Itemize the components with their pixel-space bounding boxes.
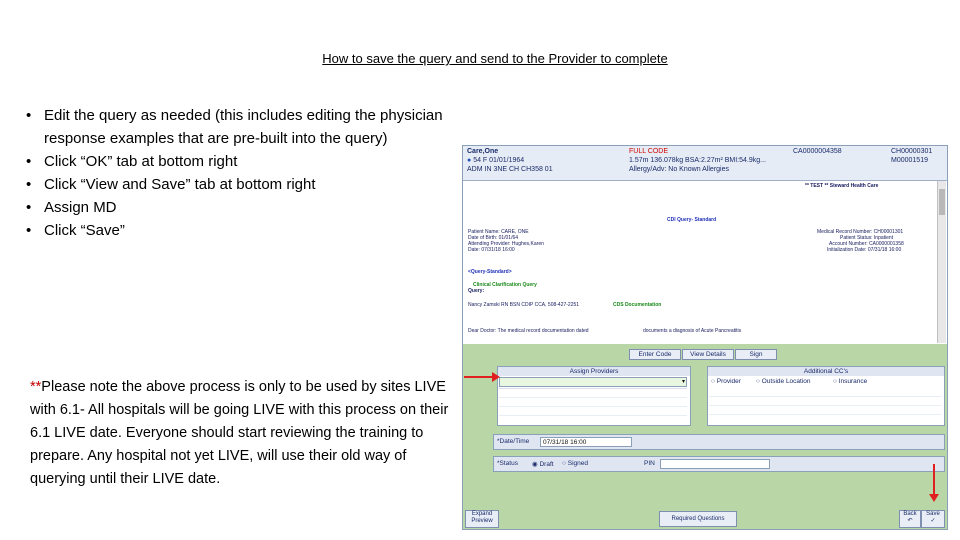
outside-location-label: Outside Location bbox=[761, 378, 811, 385]
arrow-down-icon bbox=[927, 462, 941, 504]
slide-title: How to save the query and send to the Provider to complete bbox=[322, 51, 668, 66]
signed-radio[interactable]: ○ Signed bbox=[562, 460, 588, 467]
bullet-item: • Edit the query as needed (this includes editing the physician response examples that are pre-built into the query) bbox=[26, 104, 496, 150]
patient-demographics bbox=[467, 157, 524, 164]
cc-list[interactable] bbox=[709, 388, 941, 423]
insurance-label: Insurance bbox=[838, 378, 868, 385]
chevron-down-icon[interactable]: ▾ bbox=[681, 379, 685, 385]
dob-line: Date of Birth: 01/01/64 bbox=[468, 235, 519, 241]
save-label: Save bbox=[926, 511, 940, 517]
note-body: Please note the above process is only to be used by sites LIVE with 6.1- All hospitals will be going LIVE with this process on their 6.1 LIVE date. Everyone should start reviewing the training to prepare. Any hospital not yet LIVE, will use their old way of querying until their LIVE date. bbox=[30, 379, 449, 487]
back-label: Back bbox=[903, 511, 917, 517]
assign-provider-input[interactable] bbox=[499, 377, 687, 387]
arrow-right-icon bbox=[462, 370, 502, 384]
required-questions-button[interactable]: Required Questions bbox=[659, 511, 737, 527]
status-row bbox=[493, 456, 945, 472]
vitals: 1.57m 136.078kg BSA:2.27m² BMI:54.9kg... bbox=[629, 157, 766, 164]
dear-tail: documents a diagnosis of Acute Pancreatitis bbox=[643, 328, 742, 334]
date-line: Date: 07/31/18 16:00 bbox=[468, 247, 515, 253]
signed-label: Signed bbox=[567, 460, 588, 467]
document-scrollbar[interactable] bbox=[937, 181, 946, 343]
account-line: Account Number: CA0000001358 bbox=[829, 241, 904, 247]
check-icon: ✓ bbox=[930, 518, 936, 524]
query-document bbox=[465, 181, 935, 343]
demographics-text: 54 F 01/01/1964 bbox=[473, 157, 525, 164]
back-icon: ↶ bbox=[907, 518, 913, 524]
facility-name: ** TEST ** Steward Health Care bbox=[805, 183, 879, 189]
patient-banner bbox=[463, 146, 947, 181]
bullet-item: • Click “OK” tab at bottom right bbox=[26, 150, 496, 173]
provider-list[interactable] bbox=[499, 388, 687, 424]
init-line: Initialization Date: 07/31/18 16:00 bbox=[827, 247, 902, 253]
unit-number: CH00000301 bbox=[891, 148, 933, 155]
back-button[interactable] bbox=[899, 510, 921, 528]
sign-button[interactable]: Sign bbox=[735, 349, 777, 360]
view-details-button[interactable]: View Details bbox=[682, 349, 734, 360]
patient-name: Care,One bbox=[467, 148, 499, 155]
datetime-input[interactable]: 07/31/18 16:00 bbox=[540, 437, 632, 447]
enter-code-button[interactable]: Enter Code bbox=[629, 349, 681, 360]
save-button[interactable] bbox=[921, 510, 945, 528]
provider-radio-label: Provider bbox=[716, 378, 741, 385]
query-controls bbox=[463, 344, 947, 529]
insurance-radio[interactable]: ○ Insurance bbox=[833, 378, 868, 385]
mrn-line: Medical Record Number: CH00001301 bbox=[817, 229, 904, 235]
pin-input[interactable] bbox=[660, 459, 770, 469]
query-label: Query: bbox=[468, 288, 485, 294]
expand-preview-button[interactable]: Expand Preview bbox=[465, 510, 499, 528]
draft-radio[interactable]: ◉ Draft bbox=[532, 461, 554, 468]
allergy: Allergy/Adv: No Known Allergies bbox=[629, 166, 729, 173]
status-label: *Status bbox=[497, 460, 518, 467]
mrn: M00001519 bbox=[891, 157, 928, 164]
cds-label: CDS Documentation bbox=[613, 302, 662, 308]
attending-line: Attending Provider: Hughes,Karen bbox=[468, 241, 544, 247]
scrollbar-thumb[interactable] bbox=[939, 189, 945, 215]
datetime-label: *Date/Time bbox=[497, 438, 530, 445]
bullet-item: • Click “View and Save” tab at bottom right bbox=[26, 173, 496, 196]
code-status: FULL CODE bbox=[629, 148, 669, 155]
additional-ccs-panel bbox=[707, 366, 945, 426]
provider-radio[interactable]: ○ Provider bbox=[711, 378, 741, 385]
bullet-item: • Assign MD bbox=[26, 196, 496, 219]
patient-location: ADM IN 3NE CH CH358 01 bbox=[467, 166, 553, 173]
status-line: Patient Status: Inpatient bbox=[840, 235, 894, 241]
cc-query: Clinical Clarification Query bbox=[473, 282, 537, 288]
datetime-row bbox=[493, 434, 945, 450]
assign-providers-header: Assign Providers bbox=[498, 367, 690, 376]
patient-name-line: Patient Name: CARE, ONE bbox=[468, 229, 529, 235]
dear-line: Dear Doctor: The medical record documentation dated bbox=[468, 328, 589, 334]
query-screenshot bbox=[462, 145, 948, 530]
author-line: Nancy Zamski RN BSN CDIP CCA, 508-427-2251 bbox=[468, 302, 580, 308]
assign-providers-panel bbox=[497, 366, 691, 426]
note-stars: ** bbox=[30, 379, 42, 395]
additional-ccs-header: Additional CC's bbox=[708, 367, 944, 376]
query-header: <Query-Standard> bbox=[468, 269, 512, 275]
info-icon: ● bbox=[467, 157, 472, 164]
pin-label: PIN bbox=[644, 460, 655, 467]
outside-location-radio[interactable]: ○ Outside Location bbox=[756, 378, 811, 385]
bullet-item: • Click “Save” bbox=[26, 219, 496, 242]
account-number: CA0000004358 bbox=[793, 148, 842, 155]
note-text bbox=[30, 376, 450, 491]
form-title: CDI Query- Standard bbox=[667, 217, 717, 223]
draft-label: Draft bbox=[539, 461, 554, 468]
